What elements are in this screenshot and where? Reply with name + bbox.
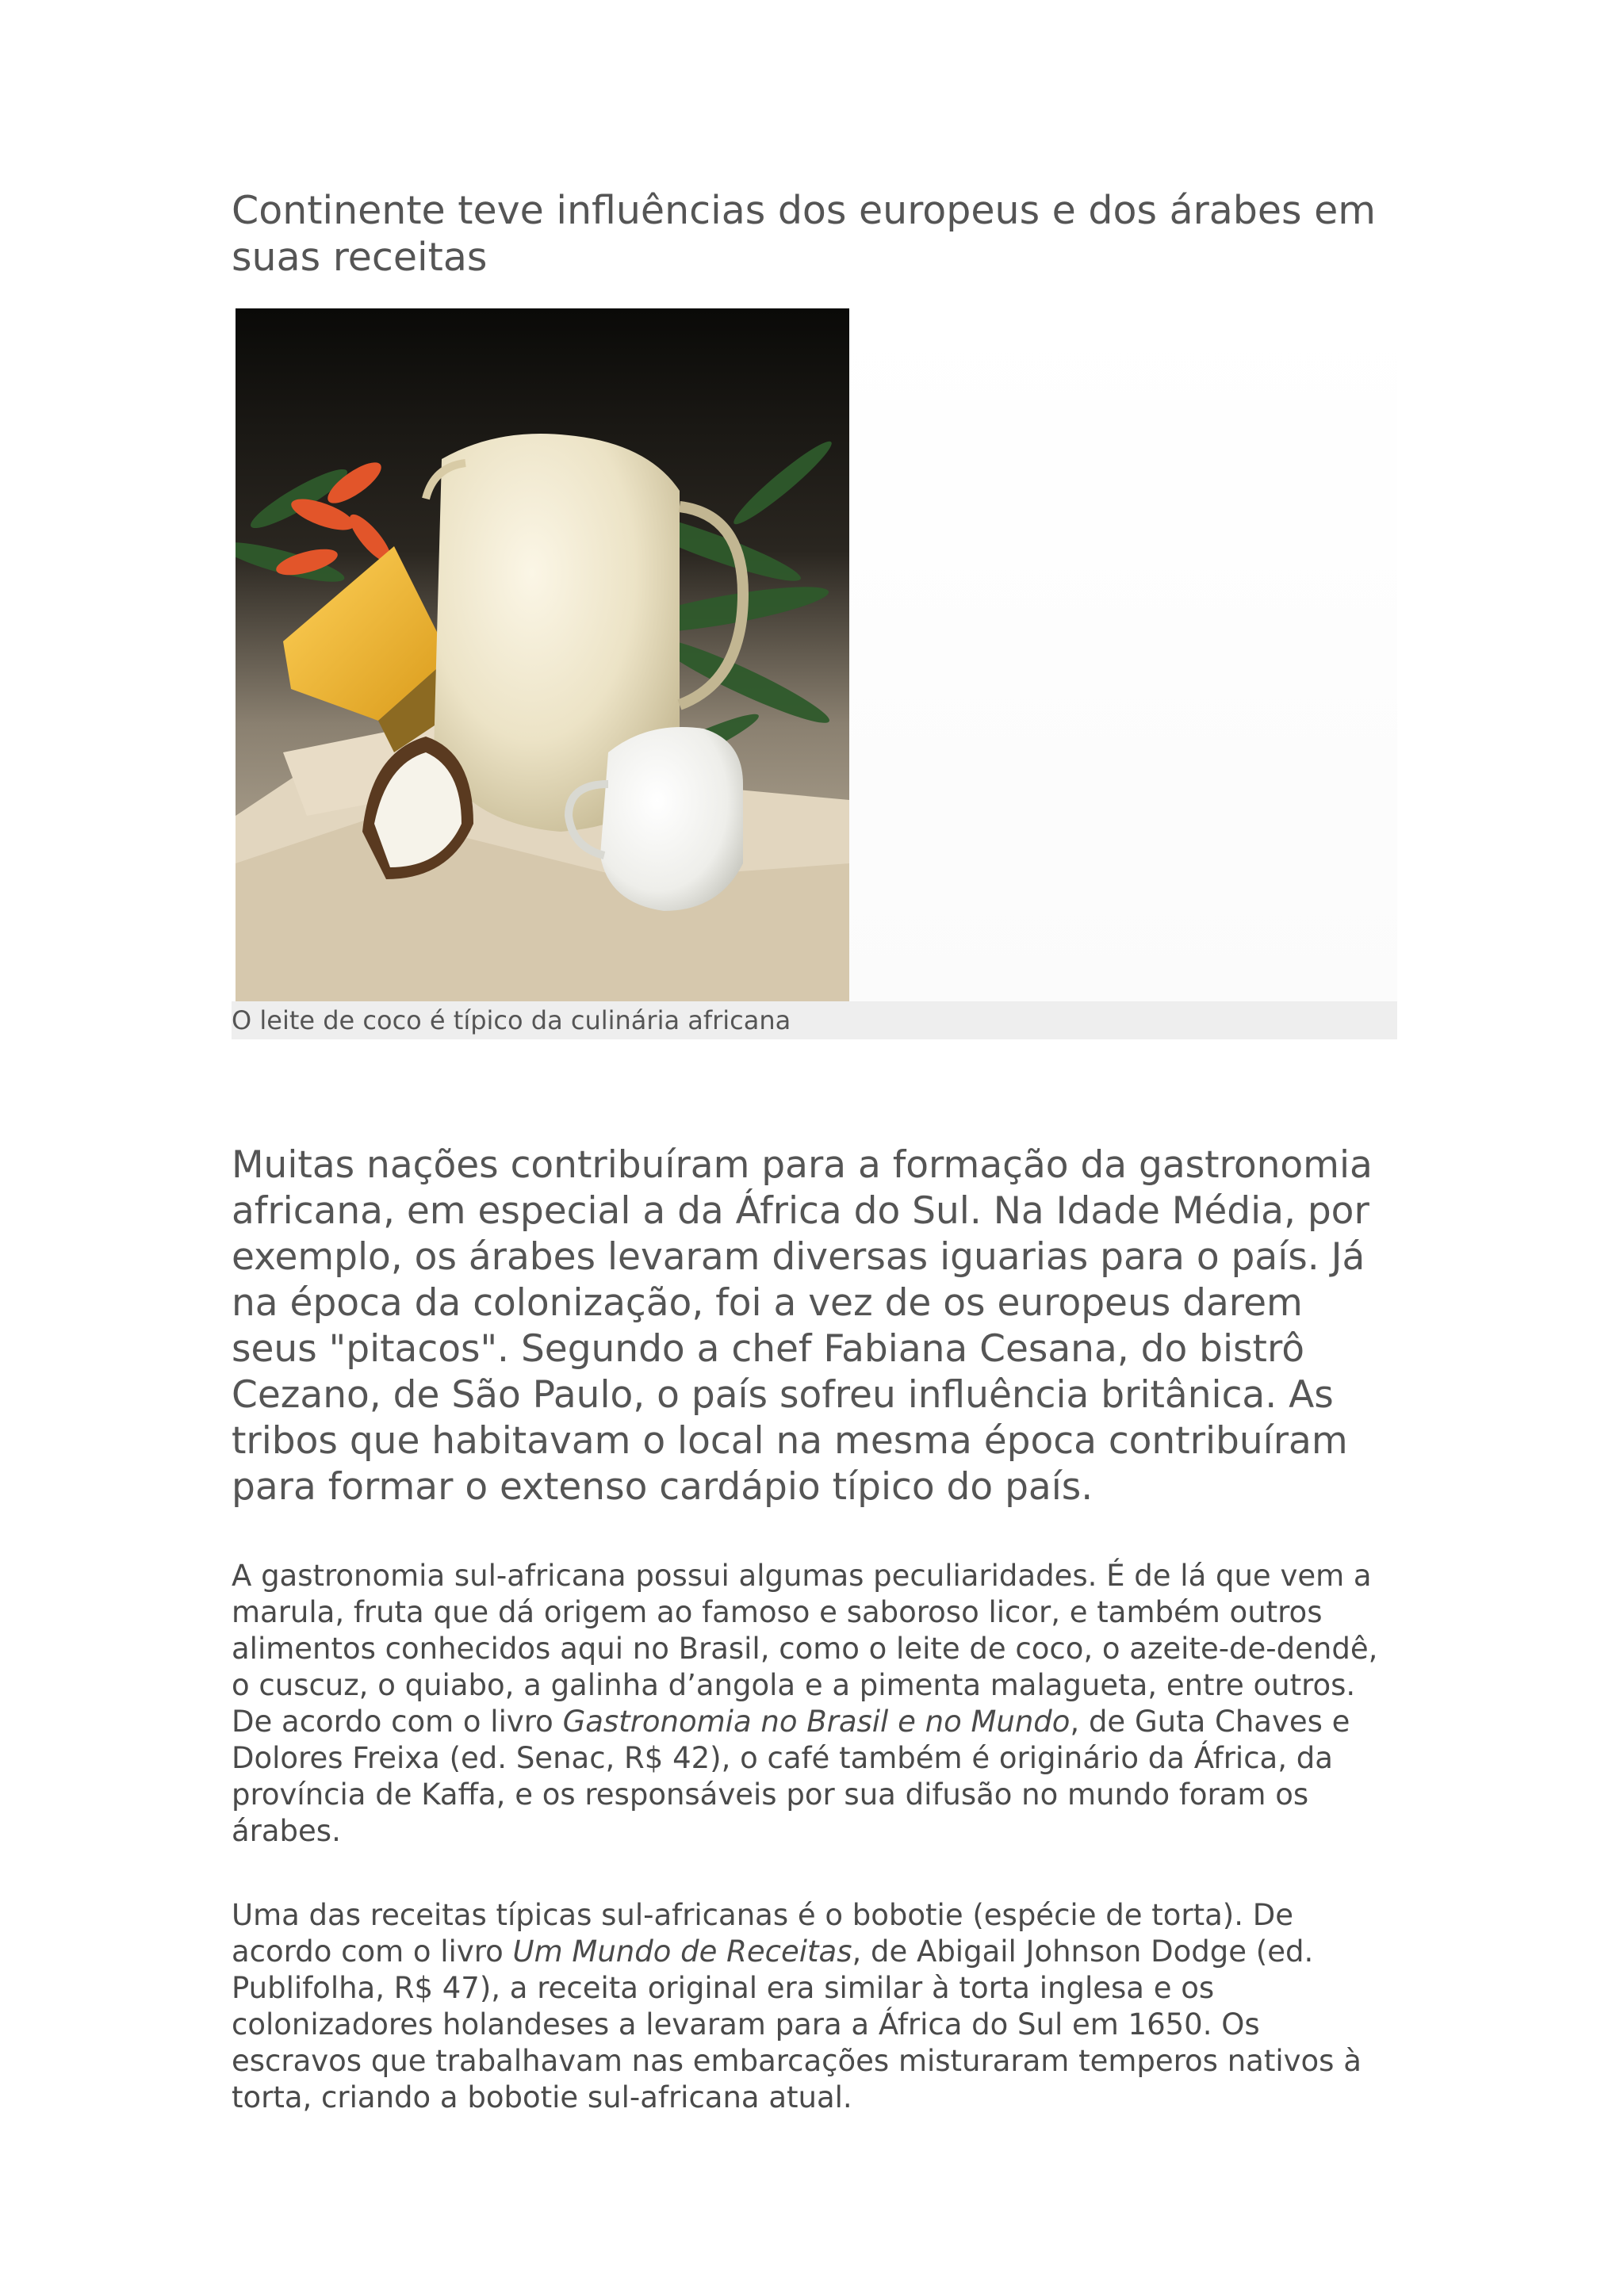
article-figure — [232, 308, 1397, 1039]
paragraph-1-text-start: A gastronomia sul-africana possui algumas peculiaridades. É de lá que vem a marula, fruta que dá origem ao famoso e saboroso licor, e também outros alimentos conhecidos aqui no Brasil, como o leite de coco, o azeite-de-dendê, o cuscuz, o quiabo, a galinha d’angola e a pimenta malagueta, entre outros. De acordo com o livro — [232, 1559, 1378, 1739]
body-paragraph-2 — [232, 1897, 1397, 2116]
paragraph-1-text-end: , de Guta Chaves e Dolores Freixa (ed. Senac, R$ 42), o café também é originário da África, da província de Kaffa, e os responsáveis por sua difusão no mundo foram os árabes. — [232, 1705, 1350, 1848]
figure-caption: O leite de coco é típico da culinária africana — [232, 1005, 791, 1035]
article-subtitle: Continente teve influências dos europeus e dos árabes em suas receitas — [232, 188, 1377, 280]
figure-background — [848, 308, 1397, 1001]
caption-bar — [232, 1001, 1397, 1039]
paragraph-2-text-end: , de Abigail Johnson Dodge (ed. Publifolha, R$ 47), a receita original era similar à torta inglesa e os colonizadores holandeses a levaram para a África do Sul em 1650. Os escravos que trabalhavam nas embarcações misturaram temperos nativos à torta, criando a bobotie sul-africana atual. — [232, 1934, 1362, 2114]
paragraph-2-text-start: Uma das receitas típicas sul-africanas é o bobotie (espécie de torta). De acordo com o livro — [232, 1898, 1293, 1969]
book-title-um-mundo: Um Mundo de Receitas — [512, 1934, 852, 1969]
lead-paragraph: Muitas nações contribuíram para a formação da gastronomia africana, em especial a da África do Sul. Na Idade Média, por exemplo, os árabes levaram diversas iguarias para o país. Já na época da colonização, foi a vez de os europeus darem seus "pitacos". Segundo a chef Fabiana Cesana, do bistrô Cezano, de São Paulo, o país sofreu influência britânica. As tribos que habitavam o local na mesma época contribuíram para formar o extenso cardápio típico do país. — [232, 1143, 1373, 1509]
article — [232, 187, 1397, 2116]
coconut-milk-photo — [236, 308, 849, 1001]
book-title-gastronomia: Gastronomia no Brasil e no Mundo — [562, 1705, 1071, 1739]
body-paragraph-1 — [232, 1558, 1397, 1850]
